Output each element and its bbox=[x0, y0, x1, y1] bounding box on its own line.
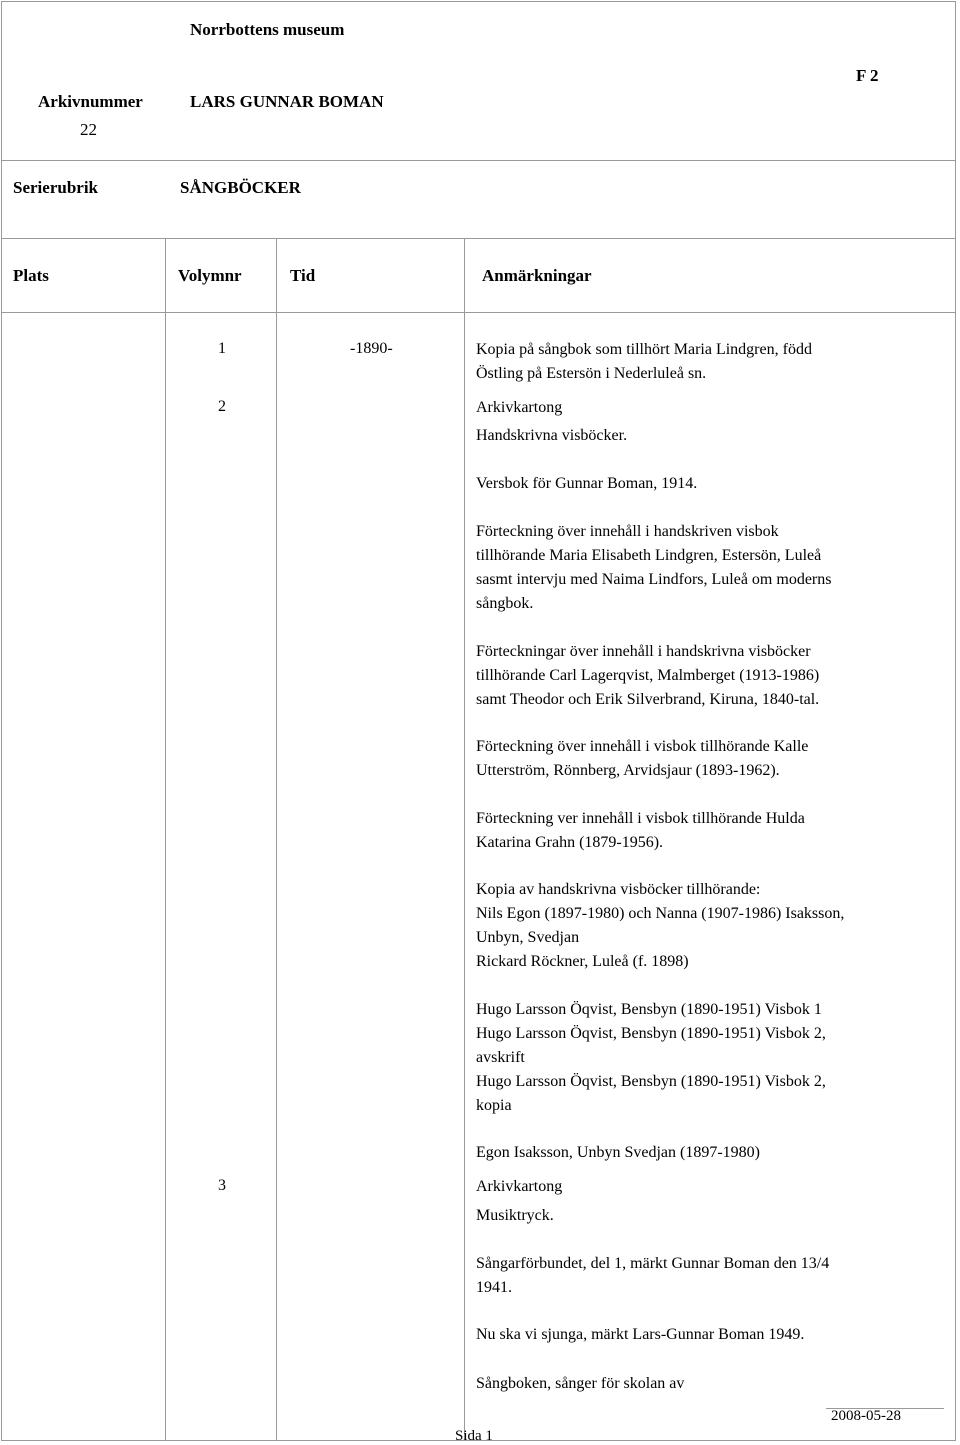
remark-line: Sångboken, sånger för skolan av bbox=[476, 1375, 685, 1392]
remark-entry bbox=[476, 1204, 916, 1228]
remark-line: Utterström, Rönnberg, Arvidsjaur (1893-1962). bbox=[476, 762, 780, 779]
column-divider-time bbox=[464, 238, 465, 1441]
remark-entry bbox=[476, 1175, 916, 1199]
organization-name: Norrbottens museum bbox=[190, 20, 345, 39]
header-divider bbox=[2, 160, 956, 161]
remark-entry bbox=[476, 878, 916, 974]
remark-entry bbox=[476, 735, 916, 783]
remark-line: Förteckning över innehåll i handskriven visbok bbox=[476, 523, 779, 540]
remark-line: Hugo Larsson Öqvist, Bensbyn (1890-1951) Visbok 2, bbox=[476, 1025, 826, 1042]
remark-entry bbox=[476, 1141, 916, 1165]
archive-code: F 2 bbox=[856, 66, 879, 85]
column-header-remarks: Anmärkningar bbox=[482, 266, 592, 285]
remark-line: avskrift bbox=[476, 1049, 525, 1066]
volume-time: -1890- bbox=[350, 340, 393, 357]
remark-entry bbox=[476, 424, 916, 448]
remark-line: Arkivkartong bbox=[476, 1178, 563, 1195]
remark-line: Handskrivna visböcker. bbox=[476, 427, 628, 444]
volume-number: 2 bbox=[218, 398, 226, 415]
remark-line: sasmt intervju med Naima Lindfors, Luleå om moderns bbox=[476, 571, 832, 588]
remark-line: Nils Egon (1897-1980) och Nanna (1907-1986) Isaksson, bbox=[476, 905, 845, 922]
remark-line: Rickard Röckner, Luleå (f. 1898) bbox=[476, 953, 689, 970]
remark-entry bbox=[476, 998, 916, 1118]
remark-entry bbox=[476, 1372, 916, 1396]
remark-line: Förteckning ver innehåll i visbok tillhörande Hulda bbox=[476, 810, 805, 827]
column-divider-volume bbox=[276, 238, 277, 1441]
remark-entry bbox=[476, 1252, 916, 1300]
remark-line: Katarina Grahn (1879-1956). bbox=[476, 834, 664, 851]
remark-line: samt Theodor och Erik Silverbrand, Kiruna, 1840-tal. bbox=[476, 691, 820, 708]
archive-name: LARS GUNNAR BOMAN bbox=[190, 92, 384, 111]
remark-line: Östling på Estersön i Nederluleå sn. bbox=[476, 365, 707, 382]
remark-entry bbox=[476, 1323, 916, 1347]
series-label: Serierubrik bbox=[13, 178, 98, 197]
remark-line: Egon Isaksson, Unbyn Svedjan (1897-1980) bbox=[476, 1144, 760, 1161]
print-date: 2008-05-28 bbox=[831, 1408, 901, 1424]
remark-line: tillhörande Maria Elisabeth Lindgren, Estersön, Luleå bbox=[476, 547, 822, 564]
remark-line: Hugo Larsson Öqvist, Bensbyn (1890-1951) Visbok 1 bbox=[476, 1001, 822, 1018]
page-number: Sida 1 bbox=[455, 1428, 493, 1444]
remark-line: Kopia på sångbok som tillhört Maria Lindgren, född bbox=[476, 341, 812, 358]
remark-line: Förteckning över innehåll i visbok tillhörande Kalle bbox=[476, 738, 809, 755]
columns-divider bbox=[2, 312, 956, 313]
volume-number: 3 bbox=[218, 1177, 226, 1194]
remark-entry bbox=[476, 640, 916, 712]
remark-line: kopia bbox=[476, 1097, 512, 1114]
column-header-place: Plats bbox=[13, 266, 49, 285]
remark-entry bbox=[476, 338, 916, 386]
series-divider bbox=[2, 238, 956, 239]
remark-line: tillhörande Carl Lagerqvist, Malmberget (1913-1986) bbox=[476, 667, 820, 684]
volume-number: 1 bbox=[218, 340, 226, 357]
remark-entry bbox=[476, 396, 916, 420]
remark-line: Hugo Larsson Öqvist, Bensbyn (1890-1951) Visbok 2, bbox=[476, 1073, 826, 1090]
series-title: SÅNGBÖCKER bbox=[180, 178, 301, 197]
remark-line: Unbyn, Svedjan bbox=[476, 929, 580, 946]
archive-number-label: Arkivnummer bbox=[38, 92, 143, 111]
remark-entry bbox=[476, 520, 916, 616]
remark-entry bbox=[476, 472, 916, 496]
remark-line: Nu ska vi sjunga, märkt Lars-Gunnar Boman 1949. bbox=[476, 1326, 805, 1343]
column-header-volume: Volymnr bbox=[178, 266, 242, 285]
column-header-time: Tid bbox=[290, 266, 316, 285]
remark-line: Förteckningar över innehåll i handskrivna visböcker bbox=[476, 643, 811, 660]
remark-entry bbox=[476, 807, 916, 855]
remark-line: sångbok. bbox=[476, 595, 534, 612]
remark-line: 1941. bbox=[476, 1279, 512, 1296]
remark-line: Arkivkartong bbox=[476, 399, 563, 416]
remark-line: Musiktryck. bbox=[476, 1207, 554, 1224]
remark-line: Sångarförbundet, del 1, märkt Gunnar Boman den 13/4 bbox=[476, 1255, 830, 1272]
remark-line: Versbok för Gunnar Boman, 1914. bbox=[476, 475, 698, 492]
column-divider-place bbox=[165, 238, 166, 1441]
archive-number: 22 bbox=[80, 120, 97, 139]
remark-line: Kopia av handskrivna visböcker tillhörande: bbox=[476, 881, 761, 898]
